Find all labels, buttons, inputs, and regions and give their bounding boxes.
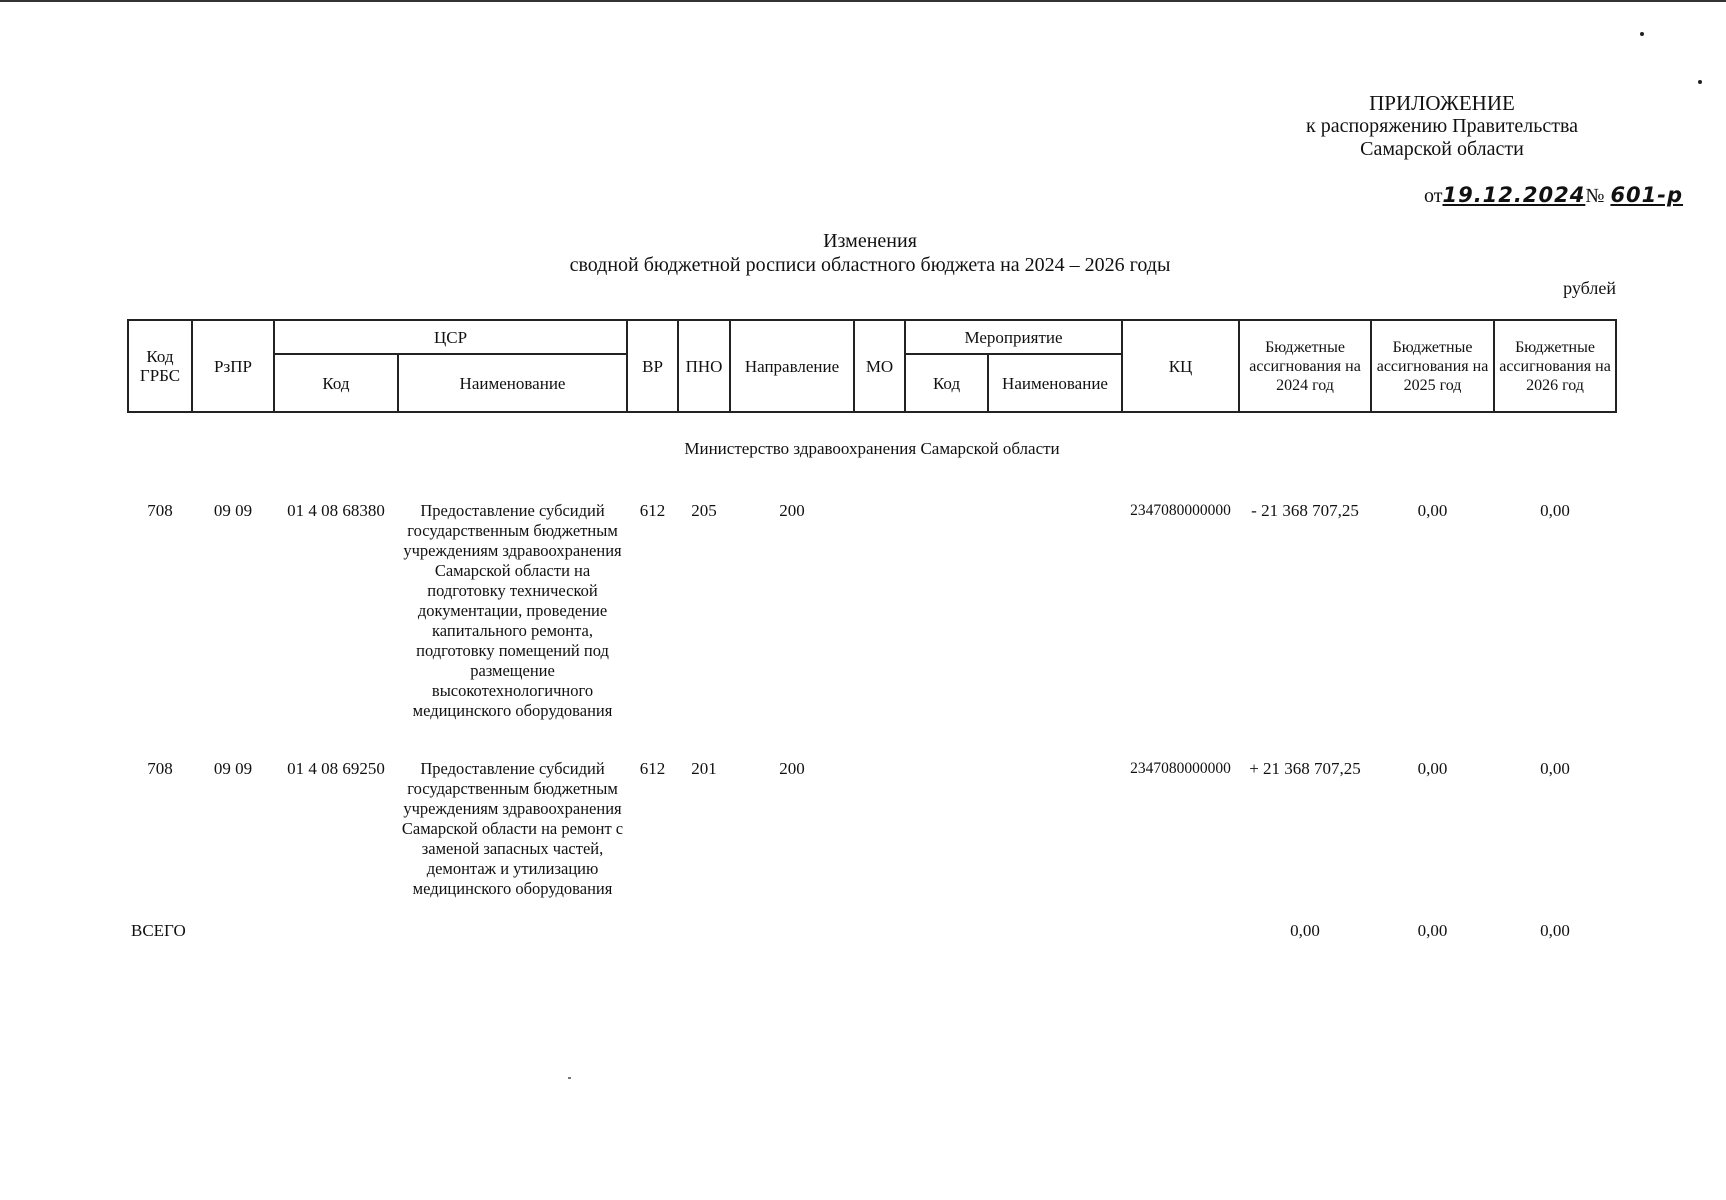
total-row <box>128 915 1616 941</box>
cell-2024: - 21 368 707,25 <box>1251 501 1359 520</box>
cell-direction: 200 <box>779 759 805 778</box>
cell-event-code <box>905 479 988 737</box>
appendix-line1: к распоряжению Правительства <box>1305 115 1578 137</box>
header-csr-code: Код <box>274 354 398 412</box>
header-event: Мероприятие <box>905 320 1122 354</box>
cell-kc: 2347080000000 <box>1130 502 1231 519</box>
scan-speck <box>568 1077 571 1079</box>
header-2025: Бюджетные ассигнования на 2025 год <box>1371 320 1494 412</box>
cell-vr: 612 <box>639 501 666 520</box>
page-top-edge <box>0 0 1726 2</box>
number-prefix: № <box>1585 185 1605 207</box>
table-row <box>128 479 1616 737</box>
cell-mo <box>854 737 905 915</box>
budget-changes-table <box>127 319 1617 941</box>
ministry-name: Министерство здравоохранения Самарской области <box>684 439 1060 458</box>
cell-csr-code: 01 4 08 69250 <box>287 759 385 778</box>
header-rzpr: РзПР <box>192 320 274 412</box>
cell-grbs: 708 <box>147 759 173 778</box>
appendix-header <box>1306 92 1578 161</box>
header-mo: МО <box>854 320 905 412</box>
header-csr-name: Наименование <box>398 354 627 412</box>
document-title-line2: сводной бюджетной росписи областного бюджета на 2024 – 2026 годы <box>569 254 1171 276</box>
table-row <box>128 737 1616 915</box>
handwritten-date: 19.12.2024 <box>1442 183 1586 207</box>
header-direction: Направление <box>730 320 854 412</box>
header-event-code: Код <box>905 354 988 412</box>
cell-rzpr: 09 09 <box>213 759 253 778</box>
cell-2026: 0,00 <box>1540 759 1570 778</box>
cell-event-name <box>988 479 1122 737</box>
document-title-line1: Изменения <box>823 230 917 252</box>
cell-2026: 0,00 <box>1540 501 1570 520</box>
cell-rzpr: 09 09 <box>213 501 253 520</box>
order-date-number <box>1424 183 1683 208</box>
appendix-line2: Самарской области <box>1360 138 1524 160</box>
total-2024: 0,00 <box>1290 921 1320 940</box>
document-title <box>470 229 1270 277</box>
handwritten-number: 601-р <box>1610 183 1684 207</box>
cell-kc: 2347080000000 <box>1130 760 1231 777</box>
header-kc: КЦ <box>1122 320 1239 412</box>
scan-speck <box>1640 32 1644 36</box>
cell-2025: 0,00 <box>1417 501 1448 520</box>
date-prefix: от <box>1424 185 1443 207</box>
header-vr: ВР <box>627 320 678 412</box>
cell-pno: 205 <box>691 501 717 520</box>
cell-csr-code: 01 4 08 68380 <box>287 501 385 520</box>
header-pno: ПНО <box>678 320 730 412</box>
appendix-title: ПРИЛОЖЕНИЕ <box>1369 91 1515 115</box>
header-2024: Бюджетные ассигнования на 2024 год <box>1239 320 1371 412</box>
header-grbs: Код ГРБС <box>128 320 192 412</box>
total-label: ВСЕГО <box>131 921 186 940</box>
cell-2025: 0,00 <box>1417 759 1448 778</box>
cell-mo <box>854 479 905 737</box>
ministry-row <box>128 412 1616 479</box>
header-event-name: Наименование <box>988 354 1122 412</box>
cell-pno: 201 <box>691 759 717 778</box>
units-label: рублей <box>1563 278 1616 298</box>
cell-csr-name: Предоставление субсидий государственным бюджетным учреждениям здравоохранения Самарской области на ремонт с заменой запасных частей, демонтаж и утилизацию медицинского оборудования <box>401 759 624 898</box>
cell-vr: 612 <box>639 759 666 778</box>
table-header-row <box>128 320 1616 354</box>
header-csr: ЦСР <box>274 320 627 354</box>
cell-2024: + 21 368 707,25 <box>1249 759 1361 778</box>
cell-grbs: 708 <box>147 501 173 520</box>
cell-event-name <box>988 737 1122 915</box>
total-2025: 0,00 <box>1417 921 1448 940</box>
cell-event-code <box>905 737 988 915</box>
cell-csr-name: Предоставление субсидий государственным бюджетным учреждениям здравоохранения Самарской области на подготовку технической документации, проведение капитального ремонта, подготовку помещений под размещение высокотехнологичного медицинского оборудования <box>403 501 622 720</box>
scan-speck <box>1698 80 1702 84</box>
total-2026: 0,00 <box>1540 921 1570 940</box>
cell-direction: 200 <box>779 501 805 520</box>
header-2026: Бюджетные ассигнования на 2026 год <box>1494 320 1616 412</box>
